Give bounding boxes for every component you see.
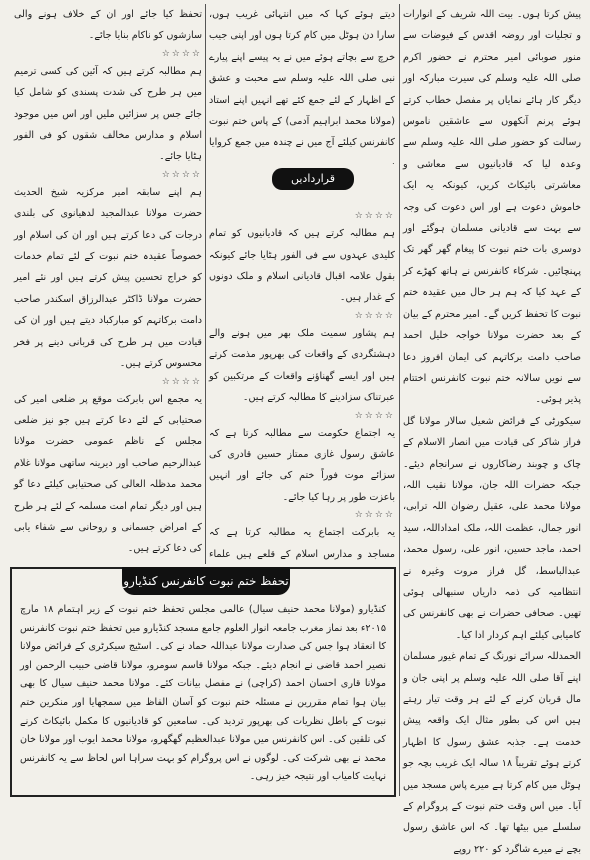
paragraph: الحمدللہ سرائے نورنگ کے تمام غیور مسلمان اپنے آقا صلی اللہ علیہ وسلم پر اپنی جان و مال قربان کرنے کے لئے ہر وقت تیار رہتے ہیں اس کی بطور مثال ایک واقعہ پیش خدمت ہے۔ جذبہ عشق رسول کا اظہار کرتے ہوئے تقریباً ۱۸ سالہ ایک غریب بچہ جو ہوٹل میں کام کرتا ہے میرے پاس مسجد میں آیا۔ میں اس وقت ختم نبوت کے پروگرام کے سلسلے میں بیٹھا تھا۔ کہ اس عاشق رسول بچے نے میرے شاگرد کو ۲۲۰ روپے [403,651,581,855]
resolution-text: یہ اجتماع حکومت سے مطالبہ کرتا ہے کہ عاشق رسول غازی ممتاز حسین قادری کی سزائے موت فوراً ختم کی جائے اور انہیں باعزت طور پر رہا کیا جائے۔ [209,427,395,503]
paragraph: پیش کرتا ہوں۔ بیت اللہ شریف کے انوارات و تجلیات اور روضہ اقدس کے فیوضات سے منور صوبائی امیر محترم نے حضور اکرم صلی اللہ علیہ وسلم کی سیرت مبارکہ اور دیگر کار ہائے نمایاں پر مفصل خطاب کرتے ہوئے پرنم آنکھوں سے عاشقین ناموس رسالت کو حضور صلی اللہ علیہ وسلم سے وعدہ لیا کہ قادیانیوں سے معاشی و معاشرتی بائیکاٹ کریں، کیونکہ یہ ایک خاموش دعوت ہے اور اس دعوت کی وجہ سے بہت سے قادیانی مسلمان ہوگئے اور دوسری بات ختم نبوت کا پیغام گھر گھر تک پہنچائیں۔ شرکاء کانفرنس نے ہاتھ کھڑے کر کے عہد کیا کہ ہم ہر حال میں عقیدہ ختم نبوت کا تحفظ کریں گے۔ امیر محترم کے بیان کے بعد حضرت مولانا خواجہ خلیل احمد صاحب دامت برکاتہم کی ایمان افروز دعا سے نویں سالانہ ختم نبوت کانفرنس اختتام پذیر ہوئی۔ [403,9,581,406]
paragraph: سیکورٹی کے فرائض شعیل سالار مولانا گل فراز شاکر کی قیادت میں انصار الاسلام کے چاک و چوبند رضاکاروں نے سرانجام دیئے۔ جبکہ حضرات اللہ جان، مولانا نقیب اللہ، مولانا محمد علی، عقیل رضوان اللہ ترابی، انور جمال، عظمت اللہ، ملک امداداللہ، سید احمد، ماجد حسین، انور علی، رسول محمد، عبدالباسط، گل فراز مروت وغیرہ نے انتظامیہ کی ذمہ داریاں سنبھالی ہوئی تھیں۔ صحافی حضرات نے بھی کانفرنس کی کامیابی کیلئے اہم کردار ادا کیا۔ [403,415,581,641]
stars-icon: ☆☆☆☆ [354,310,395,321]
resolution-item [209,409,395,509]
stars-icon: ☆☆☆☆ [161,48,202,59]
resolutions-heading-area [209,164,395,194]
resolution-item [14,168,202,375]
paragraph: دیتے ہوئے کہا کہ میں انتہائی غریب ہوں، سارا دن ہوٹل میں کام کرتا ہوں اور اپنی جیب خرچ سے بچاتے ہوئے میں نے یہ پیسے اپنے پیارے نبی صلی اللہ علیہ وسلم سے محبت و عشق کے اظہار کے لئے جمع کئے تھے انہیں اپنے استاد (مولانا محمد ابراہیم آدمی) کے پاس ختم نبوت کانفرنس کیلئے آج میں نے چندہ میں جمع کروایا [209,9,395,149]
stars-icon: ☆☆☆☆ [354,410,395,421]
resolution-item [14,47,202,168]
stars-icon: ☆☆☆☆ [354,211,395,222]
paragraph: کنڈیارو (مولانا محمد حنیف سیال) عالمی مجلس تحفظ ختم نبوت کے زیر اہتمام ۱۸ مارچ ۲۰۱۵ء بعد نماز مغرب جامعہ انوار العلوم جامع مسجد کنڈیارو میں تحفظ ختم نبوت کانفرنس کا انعقاد ہوا جس کی صدارت مولانا عبداللہ حماد نے کی۔ اسٹیج سیکرٹری کے فرائض مولانا نصیر احمد قاضی نے انجام دیئے۔ جبکہ مولانا قاسم سومرو، مولانا قاضی حبیب الرحمن اور مولانا قاری احسان احمد (کراچی) نے مفصل بیانات کئے۔ مولانا محمد حنیف سیال کا بھی بیان ہوا تمام مقررین نے مسئلہ ختم نبوت کو آسان الفاظ میں سمجھایا اور منکرین ختم نبوت کے باطل نظریات کی بھرپور تردید کی۔ سامعین کو قادیانیوں کا مکمل بائیکاٹ کرنے کی تلقین کی۔ اس کانفرنس میں مولانا عبدالعظیم گھگھرو، مولانا محمد ایوب اور مولانا خان محمد نے بھی شرکت کی۔ لوگوں نے اس پروگرام کو بہت سراہا اس لحاظ سے یہ کانفرنس نہایت کامیاب اور نتیجہ خیز رہی۔ [20,604,386,783]
resolution-text: ہم پشاور سمیت ملک بھر میں ہونے والے دہشتگردی کے واقعات کی بھرپور مذمت کرتے ہیں اور ایسے گھناؤنے واقعات کے مرتکبین کو عبرتناک سزادینے کا مطالبہ کرتے ہیں۔ [209,327,395,404]
column-divider [205,4,206,564]
resolution-text: تحفظ کیا جائے اور ان کے خلاف ہونے والی سازشوں کو ناکام بنایا جائے۔ [14,9,202,42]
resolution-text: ہم مطالبہ کرتے ہیں کہ آئین کی کسی ترمیم میں ہر طرح کی شدت پسندی کو شامل کیا جائے جس پر سزائیں ملیں اور اس میں موجود اسلام و مدارس مخالف شقوں کو فی الفور ہٹایا جائے۔ [14,65,202,163]
resolution-text: یہ مجمع اس بابرکت موقع پر ضلعی امیر کی صحتیابی کے لئے دعا کرتے ہیں جو نیز ضلعی مجلس کے ناظم عمومی حضرت مولانا عبدالرحیم صاحب اور دیرینہ ساتھی مولانا غلام محمد مدظلہ العالی کی صحتیابی کیلئے دعا گو ہیں اور دیگر تمام امت مسلمہ کے لئے ہر طرح کے امراض جسمانی و روحانی سے شفاء یابی کی دعا کرتے ہیں۔ [14,393,202,555]
resolution-item [209,209,395,309]
stars-icon: ☆☆☆☆ [354,510,395,521]
news-box-title: تحفظ ختم نبوت کانفرنس کنڈیارو [122,567,290,595]
column-divider [399,4,400,796]
resolutions-heading: قراردادیں [272,168,354,190]
resolution-item [209,309,395,409]
stars-icon: ☆☆☆☆ [161,376,202,387]
resolution-text: یہ بابرکت اجتماع یہ مطالبہ کرتا ہے کہ مساجد و مدارس اسلام کے قلعے ہیں علماء [209,527,395,560]
news-box-body [20,601,386,791]
newspaper-page [6,4,584,855]
column-middle [209,4,395,564]
stars-icon: ☆☆☆☆ [161,169,202,180]
column-right [403,4,581,855]
column-left [14,4,202,564]
resolution-item [14,375,202,560]
resolution-text: ہم مطالبہ کرتے ہیں کہ قادیانیوں کو تمام کلیدی عہدوں سے فی الفور ہٹایا جائے کیونکہ بقول علامہ اقبال قادیانی اسلام و ملک دونوں کے غدار ہیں۔ [209,228,395,304]
resolution-text: ہم اپنے سابقہ امیر مرکزیہ شیخ الحدیث حضرت مولانا عبدالمجید لدھیانوی کی بلندی درجات کی دعا کرتے ہیں اور ان کی اسلام اور خصوصاً عقیدہ ختم نبوت کے لئے تمام خدمات کو خراج تحسین پیش کرتے ہیں اور نئے امیر حضرت مولانا ڈاکٹر عبدالرزاق اسکندر صاحب دامت برکاتہم کو مبارکباد دیتے ہیں اور ان کی قیادت میں ہر طرح کی قربانی دینے پر فخر محسوس کرتے ہیں۔ [14,186,202,370]
news-box [10,567,396,797]
